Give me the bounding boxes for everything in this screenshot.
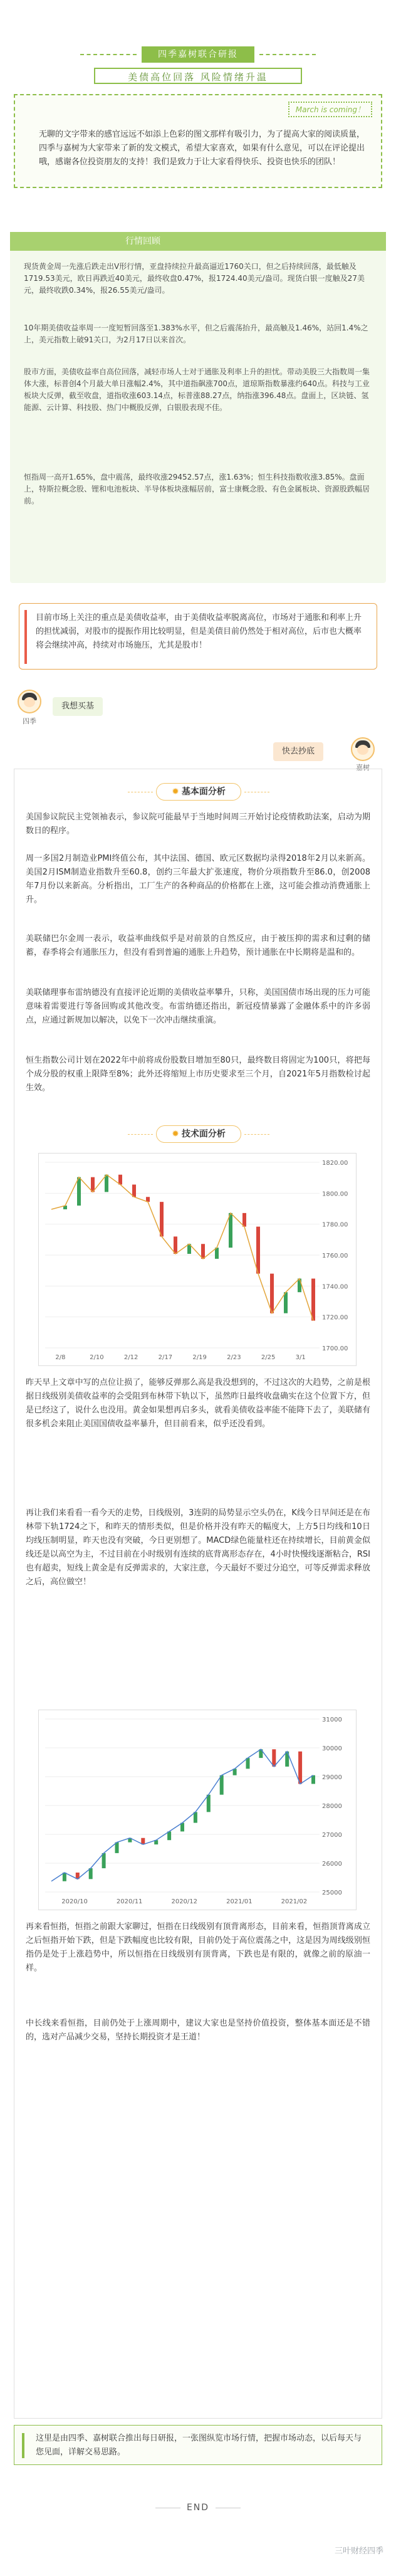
- fundamentals-heading: [156, 783, 241, 801]
- x-tick-label: 2020/12: [171, 1898, 198, 1905]
- avatar-face: [24, 697, 35, 707]
- chat-bubble-left: 我想买基: [53, 697, 103, 716]
- candle: [242, 1213, 246, 1227]
- avatar-jiashu: [351, 737, 375, 761]
- fundamentals-p4: 美联储理事布雷纳德没有直接评论近期的美债收益率攀升，只称，美国国债市场出现的压力可能意味着需要进行等备回购或其他改变。布雷纳德还指出，新冠疫情暴露了金融体系中的许多弱点，应通过新规加以解决，以免下一次冲击继续重演。: [26, 988, 370, 1025]
- series-line: [51, 1749, 313, 1881]
- review-paragraph-hsi: 恒指周一高开1.65%，盘中震荡，最终收涨29452.57点，涨1.63%；恒生科技指数收涨3.85%。盘面上，特斯拉概念股、锂和电池板块、半导体板块涨幅居前，富士康概念股、有色金属板块、资源股跌幅居前。: [24, 473, 370, 505]
- avatar-name-right: 嘉树: [356, 764, 370, 772]
- summary-box: [14, 2425, 382, 2465]
- candle: [284, 1292, 288, 1313]
- candle: [215, 1248, 219, 1259]
- end-marker: END: [0, 2503, 396, 2513]
- x-tick-label: 2/10: [90, 1354, 104, 1361]
- technical-title: 技术面分析: [181, 1129, 226, 1139]
- technical-heading: [156, 1125, 241, 1143]
- y-tick-label: 29000: [322, 1774, 342, 1781]
- avatar-siji: [18, 690, 41, 713]
- x-tick-label: 2021/02: [281, 1898, 308, 1905]
- x-tick-label: 2/17: [158, 1354, 173, 1361]
- summary-bar: [22, 2433, 24, 2458]
- candle: [102, 1853, 106, 1868]
- technical-p4: 中长线来看恒指，目前仍处于上涨周期中，建议大家也是坚持价值投资，整体基本面还是不错的，选对产品减少交易，坚持长期投资才是王道！: [26, 2019, 370, 2042]
- x-tick-label: 2/12: [123, 1354, 138, 1361]
- x-tick-label: 2020/10: [61, 1898, 88, 1905]
- x-tick-label: 3/1: [295, 1354, 306, 1361]
- candle: [272, 1749, 276, 1767]
- market-review: [10, 232, 386, 583]
- y-tick-label: 1700.00: [322, 1345, 348, 1352]
- review-paragraph-stocks: 股市方面，美债收益率自高位回落，减轻市场人士对于通胀及利率上升的担忧。带动美股三大指数周一集体大涨，标普创4个月最大单日涨幅2.4%，其中道指飙涨700点，道琼斯指数暴涨约640点。科技与工业板块大反弹，截至收盘，道指收涨603.14点，标普涨88.27点，纳指涨396.48点。盘面上，区块链、氢能源、云计算、科技股、热门中概股反弹，白银股表现不佳。: [24, 367, 370, 412]
- x-tick-label: 2020/11: [116, 1898, 143, 1905]
- intro-box: [14, 94, 382, 188]
- fundamentals-p1: 美国参议院民主党领袖表示，参议院可能最早于当地时间周三开始讨论疫情救助法案，启动为期数日的程序。: [26, 812, 370, 836]
- article-body: [14, 769, 382, 2419]
- candle: [298, 1752, 302, 1784]
- watermark: 三叶财经四季: [334, 2547, 383, 2556]
- highlight-quote: [19, 603, 377, 670]
- y-tick-label: 25000: [322, 1890, 342, 1896]
- y-tick-label: 1740.00: [322, 1283, 348, 1291]
- review-title: 行情回顾: [10, 232, 386, 251]
- y-tick-label: 1820.00: [322, 1160, 348, 1167]
- x-tick-label: 2021/01: [226, 1898, 253, 1905]
- candle: [220, 1775, 224, 1795]
- header-subtitle: 美债高位回落 风险情绪升温: [94, 68, 302, 84]
- candle: [311, 1278, 315, 1320]
- x-tick-label: 2/25: [261, 1354, 276, 1361]
- candle: [207, 1795, 211, 1812]
- avatar-face: [357, 745, 368, 755]
- y-tick-label: 30000: [322, 1745, 342, 1752]
- fundamentals-p2: 周一多国2月制造业PMI终值公布，其中法国、德国、欧元区数据均录得2018年2月以来新高。美国2月ISM制造业指数升至60.8，创约三年最大扩张速度，物价分项指数升至86.0，创2008年7月份以来新高。分析指出，工厂生产的各种商品的价格都在上涨，这可能会推动消费通胀上升。: [26, 854, 370, 905]
- header-tag: 四季嘉树联合研报: [142, 46, 254, 63]
- fundamentals-title: 基本面分析: [181, 787, 226, 797]
- candle: [298, 1278, 301, 1292]
- y-tick-label: 27000: [322, 1832, 342, 1839]
- fundamentals-p3: 美联储巴尔金周一表示，收益率曲线似乎是对前景的自然反应，由于被压抑的需求和过剩的储蓄，春季将会有通胀压力，但没有看到普遍的通胀上升趋势，预计通胀在中长期将是温和的。: [26, 934, 370, 957]
- summary-text: 这里是由四季、嘉树联合推出每日研报，一张图纵览市场行情，把握市场动态，以后每天与您见面，详解交易思路。: [36, 2434, 362, 2457]
- y-tick-label: 28000: [322, 1803, 342, 1810]
- review-paragraph-gold: 现货黄金周一先涨后跌走出V形行情，亚盘持续拉升最高逼近1760关口，但之后持续回落，最低触及1719.53美元，欧日再跌近40美元，最终收盘0.47%，报1724.40美元/盎司。现货白银一度触及27美元，最终收跌0.34%，报26.55美元/盎司。: [24, 262, 365, 295]
- technical-p3: 再来看恒指，恒指之前跟大家聊过，恒指在日线级别有顶背离形态，目前来看，恒指顶背离成立之后恒指开始下跌，但是下跌幅度也比较有限，目前仍处于高位震荡之中，这是因为周线级别恒指仍是处于上涨趋势中，所以恒指在日线级别有顶背离，下跌也是有限的，就像之前的原油一样。: [26, 1922, 370, 1973]
- candle: [132, 1185, 136, 1197]
- candle: [229, 1213, 232, 1248]
- technical-p2: 再让我们来看看一看今天的走势，日线级别，3连阴的局势显示空头仍在，K线今日早间还是在布林带下轨1724之下，和昨天的情形类似，但是价格并没有昨天的幅度大，上方5日均线和10日均线压制明显，昨天也没有突破，今日更别想了。MACD绿色能量柱还在持续增长，目前黄金似线还是以高空为主，不过目前在小时级别有连续的底背离形态存在，4小时快慢线逐渐粘合，RSI也有超卖，短线上黄金是有反弹需求的，大家注意，今天最好不要过分追空，可等反弹需求释放之后，高位做空！: [26, 1508, 370, 1587]
- quote-bar: [24, 610, 27, 664]
- candle: [256, 1227, 260, 1274]
- series-line: [51, 1175, 313, 1321]
- x-tick-label: 2/8: [55, 1354, 66, 1361]
- candle: [270, 1274, 274, 1313]
- chat-bubble-right: 快去抄底: [273, 742, 323, 761]
- gold-chart: [38, 1153, 357, 1366]
- candle: [105, 1175, 108, 1192]
- y-tick-label: 26000: [322, 1861, 342, 1868]
- fundamentals-p5: 恒生指数公司计划在2022年中前将成份股数目增加至80只，最终数目将固定为100只，将把每个成分股的权重上限降至8%；此外还将缩短上市历史要求至三个月，自2021年5月指数检讨起生效。: [26, 1056, 370, 1093]
- y-tick-label: 1780.00: [322, 1221, 348, 1229]
- lightbulb-icon: ✹: [172, 787, 179, 797]
- candle: [201, 1244, 205, 1259]
- y-tick-label: 1800.00: [322, 1191, 348, 1198]
- gold-chart-svg: [39, 1154, 356, 1365]
- review-paragraph-bonds: 10年期美债收益率周一一度短暂回落至1.383%水平，但之后震荡抬升，最高触及1.46%，站回1.4%之上，美元指数上破91关口，为2月17日以来首次。: [24, 323, 368, 344]
- x-tick-label: 2/19: [192, 1354, 207, 1361]
- hsi-chart: [38, 1710, 357, 1910]
- intro-text: 无聊的文字带来的感官远远不如添上色彩的图文那样有吸引力，为了提高大家的阅读质量，四季与嘉树为大家带来了新的发文模式，希望大家喜欢，如果有什么意见，可以在评论提出哦，感谢各位投资朋友的支持！我们是致力于让大家看得快乐、投资也快乐的团队！: [39, 130, 365, 167]
- candle: [77, 1177, 81, 1206]
- candle: [174, 1236, 177, 1254]
- technical-p1: 昨天早上文章中写的点位让损了，能够反弹那么高是我没想到的，不过这次的大趋势，之前是根据日线级别美债收益率的会受阻到布林带下轨以下，虽然昨日最终收盘确实在这个位置下方，但是已经这了，说什么也没用。黄金如果想再启多头，就看美债收益率能不能降下去了，美联储有很多机会来阻止美国国债收益率暴升，但目前看来，似乎还没看到。: [26, 1378, 370, 1429]
- y-tick-label: 1760.00: [322, 1253, 348, 1259]
- lightbulb-icon: ✹: [172, 1129, 179, 1139]
- y-tick-label: 1720.00: [322, 1314, 348, 1322]
- intro-badge: March is coming！: [288, 102, 372, 117]
- avatar-name-left: 四季: [23, 717, 36, 725]
- candle: [160, 1202, 164, 1236]
- hsi-chart-svg: [39, 1710, 356, 1910]
- y-tick-label: 31000: [322, 1716, 342, 1723]
- x-tick-label: 2/23: [227, 1354, 241, 1361]
- quote-text: 目前市场上关注的重点是美债收益率，由于美债收益率脱离高位，市场对于通胀和利率上升的担忧减弱，对股市的提振作用比较明显，但是美债目前仍然处于相对高位，后市也大概率将会继续冲高，持续对市场施压，尤其是股市！: [36, 613, 362, 650]
